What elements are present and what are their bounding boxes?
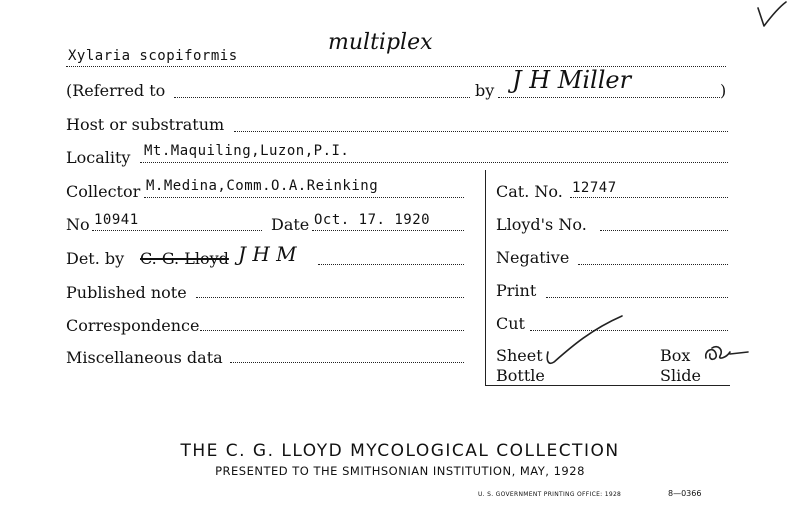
lloyds-no-label: Lloyd's No. (496, 215, 587, 234)
cut-label: Cut (496, 314, 525, 333)
box-label: Box (660, 346, 691, 365)
locality-label: Locality (66, 148, 131, 167)
no-value: 10941 (94, 212, 139, 228)
det-by-line (318, 264, 464, 265)
by-label: by (475, 81, 495, 100)
no-line (92, 230, 262, 231)
collector-line (144, 197, 464, 198)
collector-value: M.Medina,Comm.O.A.Reinking (146, 178, 379, 194)
published-note-line (196, 297, 464, 298)
collection-title: THE C. G. LLOYD MYCOLOGICAL COLLECTION (180, 441, 620, 461)
check-mark-icon (750, 0, 790, 32)
bottle-label: Bottle (496, 366, 545, 385)
referred-by-handwritten: J H Miller (512, 66, 632, 94)
correspondence-label: Correspondence (66, 316, 200, 335)
cat-no-line (570, 197, 728, 198)
det-by-label: Det. by (66, 249, 125, 268)
catalog-box-left-border (485, 170, 486, 386)
locality-value: Mt.Maquiling,Luzon,P.I. (144, 143, 350, 159)
print-line (546, 297, 728, 298)
cat-no-label: Cat. No. (496, 182, 563, 201)
date-value: Oct. 17. 1920 (314, 212, 431, 228)
referred-by-line (498, 97, 720, 98)
species-name: Xylaria scopiformis (68, 48, 238, 64)
printing-office-note: U. S. GOVERNMENT PRINTING OFFICE: 1928 (478, 491, 622, 498)
det-by-value-struck: C. G. Lloyd (140, 249, 229, 268)
correspondence-line (200, 330, 464, 331)
sheet-label: Sheet (496, 346, 543, 365)
miscellaneous-data-line (230, 362, 464, 363)
date-label: Date (271, 215, 310, 234)
published-note-label: Published note (66, 283, 187, 302)
catalog-box-bottom-border (485, 385, 730, 386)
date-line (312, 230, 464, 231)
locality-line (140, 162, 728, 163)
det-by-handwritten: J H M (238, 242, 297, 266)
negative-label: Negative (496, 248, 570, 267)
miscellaneous-data-label: Miscellaneous data (66, 348, 223, 367)
cat-no-value: 12747 (572, 180, 617, 196)
print-label: Print (496, 281, 537, 300)
lloyds-no-line (600, 230, 728, 231)
collection-subtitle: PRESENTED TO THE SMITHSONIAN INSTITUTION, MAY, 1928 (215, 464, 585, 478)
host-line (234, 131, 728, 132)
form-number: 8—0366 (668, 489, 702, 498)
close-paren: ) (720, 81, 727, 100)
box-scribble-icon (700, 340, 752, 366)
referred-label: (Referred to (66, 81, 166, 100)
collector-label: Collector (66, 182, 141, 201)
sheet-check-mark-icon (540, 312, 630, 372)
slide-label: Slide (660, 366, 701, 385)
host-label: Host or substratum (66, 115, 225, 134)
no-label: No (66, 215, 90, 234)
referred-line (174, 97, 470, 98)
negative-line (578, 264, 728, 265)
species-name-handwritten: multiplex (328, 30, 433, 55)
